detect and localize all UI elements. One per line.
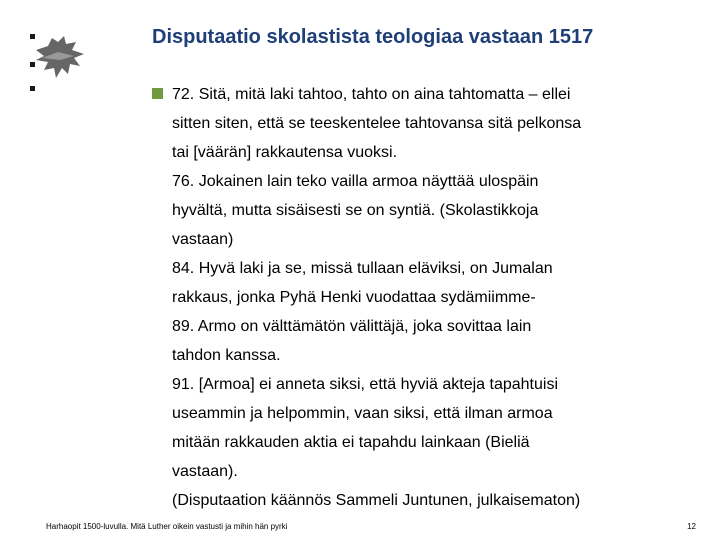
text-line: vastaan) [172,231,234,248]
text-line: hyvältä, mutta sisäisesti se on syntiä. (Skolastikkoja [172,202,539,219]
text-line: 84. Hyvä laki ja se, missä tullaan eläviksi, on Jumalan [172,260,553,277]
text-line: 91. [Armoa] ei anneta siksi, että hyviä akteja tapahtuisi [172,376,558,393]
text-line: tahdon kanssa. [172,347,281,364]
university-logo [28,28,90,98]
text-line: useammin ja helpommin, vaan siksi, että ilman armoa [172,405,553,422]
bullet-text: 72. Sitä, mitä laki tahtoo, tahto on aina tahtomatta – ellei [172,86,571,103]
citation-line: (Disputaation käännös Sammeli Juntunen, julkaisematon) [172,492,581,509]
slide-title: Disputaatio skolastista teologiaa vastaan 1517 [152,26,594,48]
text-line: sitten siten, että se teeskentelee tahtovansa sitä pelkonsa [172,115,582,132]
text-line: vastaan). [172,463,238,480]
text-line [150,80,710,109]
text-line: 76. Jokainen lain teko vailla armoa näyttää ulospäin [172,173,539,190]
text-line: tai [väärän] rakkautensa vuoksi. [172,144,398,161]
slide-body [150,80,710,515]
footer-text: Harhaopit 1500-luvulla. Mitä Luther oikein vastusti ja mihin hän pyrki [46,522,288,531]
text-line: rakkaus, jonka Pyhä Henki vuodattaa sydämiimme- [172,289,536,306]
bullet-square-icon [152,88,163,99]
page-number: 12 [687,522,696,531]
text-line: mitään rakkauden aktia ei tapahdu lainkaan (Bieliä [172,434,530,451]
text-line: 89. Armo on välttämätön välittäjä, joka sovittaa lain [172,318,532,335]
